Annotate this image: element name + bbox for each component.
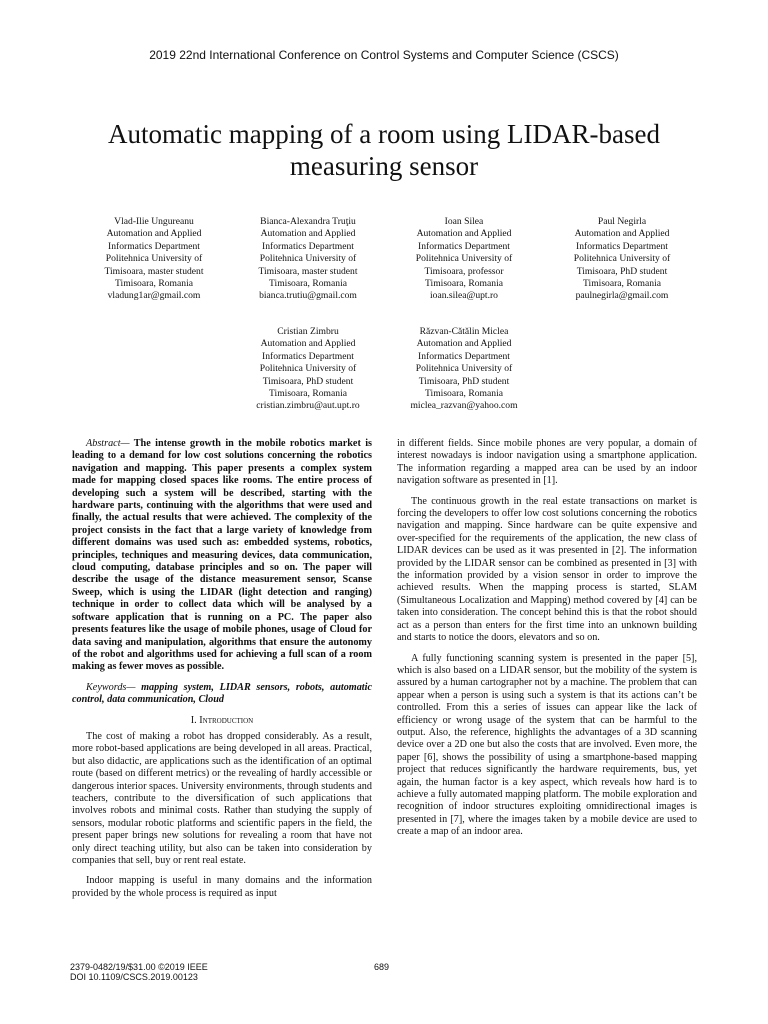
author-email: cristian.zimbru@aut.upt.ro <box>256 400 360 412</box>
author-name: Cristian Zimbru <box>277 326 339 337</box>
paragraph: A fully functioning scanning system is presented in the paper [5], which is also based on a LIDAR sensor, but the mobility of the system is assured by a human cartographer not by a machine. The problem that can appear when a person is using such a system is that its actions can’t be controlled. From this a series of issues can appear like the lack of efficiency or wrong usage of the system that can be harmful to the output. Also, the reference, highlights the advantages of a 3D scanning device over a 2D one but also the costs that are involved. Even more, the paper [6], shows the possibility of using a smartphone-based mapping project that reduces significantly the hardware requirements, bus, yet again, the human factor is a key aspect, which reveals how hard is to achieve a fully automated mapping platform. The mobile exploration and recognition of indoor structures exploiting omnidirectional images is presented in [7], where the images taken by a mobile device are used to create a map of an indoor area. <box>397 652 697 838</box>
author-name: Bianca-Alexandra Truţiu <box>260 216 356 227</box>
author-affil: Timisoara, Romania <box>269 278 347 290</box>
footer-copyright <box>70 962 208 982</box>
abstract-label: Abstract— <box>86 438 130 449</box>
author-affil: Automation and Applied <box>106 228 202 240</box>
author-affil: Timisoara, PhD student <box>418 375 510 387</box>
author-4 <box>547 216 697 303</box>
author-affil: Timisoara, Romania <box>115 278 193 290</box>
author-name: Răzvan-Cătălin Miclea <box>419 326 509 337</box>
author-affil: Timisoara, PhD student <box>262 375 354 387</box>
conference-header: 2019 22nd International Conference on Control Systems and Computer Science (CSCS) <box>149 48 619 62</box>
abstract <box>72 438 372 674</box>
title-line-2: measuring sensor <box>289 151 479 181</box>
author-6 <box>389 326 539 413</box>
author-email: vladung1ar@gmail.com <box>107 290 201 302</box>
author-email: ioan.silea@upt.ro <box>430 290 498 302</box>
author-affil: Automation and Applied <box>574 228 670 240</box>
author-2 <box>233 216 383 303</box>
author-affil: Informatics Department <box>262 350 354 362</box>
author-affil: Politehnica University of <box>573 253 671 265</box>
paragraph: in different fields. Since mobile phones are very popular, a domain of interest nowadays is indoor navigation using a smartphone application. The information regarding a mapped area can be used by an indoor navigation software as presented in [1]. <box>397 438 697 487</box>
author-affil: Timisoara, master student <box>104 265 204 277</box>
left-column <box>72 438 372 908</box>
author-affil: Timisoara, PhD student <box>576 265 668 277</box>
footer-issn: 2379-0482/19/$31.00 ©2019 IEEE <box>70 962 208 972</box>
author-affil: Informatics Department <box>418 240 510 252</box>
author-affil: Politehnica University of <box>259 363 357 375</box>
author-affil: Timisoara, master student <box>258 265 358 277</box>
author-name: Vlad-Ilie Ungureanu <box>114 216 194 227</box>
title-line-1: Automatic mapping of a room using LIDAR-based <box>108 119 660 149</box>
author-1 <box>79 216 229 303</box>
author-affil: Politehnica University of <box>105 253 203 265</box>
author-name: Paul Negirla <box>597 216 647 227</box>
abstract-text: The intense growth in the mobile robotics market is leading to a demand for low cost solutions concerning the robotics navigation and mapping. This paper presents a complex system made for mapping closed spaces like rooms. The entire process of developing such a system will be described, starting with the hardware parts, continuing with the algorithms that were used and finally, the actual results that were achieved. The complexity of the project consists in the fact that a large variety of knowledge from different domains was used such as: embedded systems, robotics, principles, techniques and measuring devices, data communication, cloud computing, database principles and so on. The paper will describe the usage of the distance measurement sensor, Scanse Sweep, which is using the LIDAR (light detection and ranging) technique in order to collect data which will be analysed by a software application that is running on a PC. The paper also presents features like the usage of mobile phones, usage of Cloud for data saving and manipulation, algorithms that ensure the autonomy of the robot and algorithms used for achieving a full scan of a room making as fewer moves as possible. <box>72 438 372 673</box>
author-email: bianca.trutiu@gmail.com <box>259 290 357 302</box>
keywords <box>72 682 372 707</box>
author-affil: Automation and Applied <box>260 338 356 350</box>
author-affil: Automation and Applied <box>416 228 512 240</box>
section-heading-introduction: I. Introduction <box>190 714 254 726</box>
author-affil: Timisoara, Romania <box>425 278 503 290</box>
paragraph: The continuous growth in the real estate transactions on market is forcing the developers to offer low cost solutions concerning the robotics navigation and mapping. Since hardware can be quite expensive and over-specified for the requirements of the application, the new class of LIDAR devices can be used as it was presented in [2]. The information provided by the LIDAR sensor can be combined as presented in [3] with the information provided by a vision sensor in order to improve the achieved results. When the mapping process is started, SLAM (Simultaneous Localization and Mapping) method covered by [4] can be taken into consideration. The concept behind this is that the robot should act as a person than enters for the first time into an unknown building and starts to notice the doors, elevators and so on. <box>397 495 697 644</box>
paper-title <box>60 118 708 182</box>
author-affil: Timisoara, professor <box>424 265 504 277</box>
author-affil: Informatics Department <box>108 240 200 252</box>
author-3 <box>389 216 539 303</box>
footer-doi: DOI 10.1109/CSCS.2019.00123 <box>70 972 198 982</box>
page-number: 689 <box>374 962 390 972</box>
right-column <box>397 438 697 847</box>
author-email: miclea_razvan@yahoo.com <box>410 400 518 412</box>
author-affil: Informatics Department <box>418 350 510 362</box>
author-5 <box>233 326 383 413</box>
author-affil: Timisoara, Romania <box>583 278 661 290</box>
paragraph: Indoor mapping is useful in many domains and the information provided by the whole process is required as input <box>72 875 372 899</box>
author-affil: Automation and Applied <box>260 228 356 240</box>
keywords-text: mapping system, LIDAR sensors, robots, automatic control, data communication, Cloud <box>72 681 372 706</box>
author-email: paulnegirla@gmail.com <box>575 290 669 302</box>
author-affil: Politehnica University of <box>415 363 513 375</box>
author-affil: Timisoara, Romania <box>425 388 503 400</box>
author-affil: Informatics Department <box>576 240 668 252</box>
author-name: Ioan Silea <box>444 216 484 227</box>
author-affil: Informatics Department <box>262 240 354 252</box>
author-affil: Politehnica University of <box>259 253 357 265</box>
keywords-label: Keywords— <box>86 681 136 693</box>
author-affil: Politehnica University of <box>415 253 513 265</box>
paragraph: The cost of making a robot has dropped considerably. As a result, more robot-based applications are being developed in all areas. Practical, but also didactic, are applications such as the identification of an optimal route (based on different metrics) or the revealing of hardly accessible or dangerous interior spaces. University environments, through students and teachers, contribute to the diversification of such applications that involves robots and minimal costs. Rather than studying the supply of sensors, modular robotic platforms and scientific papers in the field, the present paper brings new solutions for revealing a room that have not only direct teaching utility, but also can be taken into consideration by companies that sell, buy or rent real estate. <box>72 730 372 866</box>
author-affil: Automation and Applied <box>416 338 512 350</box>
author-affil: Timisoara, Romania <box>269 388 347 400</box>
